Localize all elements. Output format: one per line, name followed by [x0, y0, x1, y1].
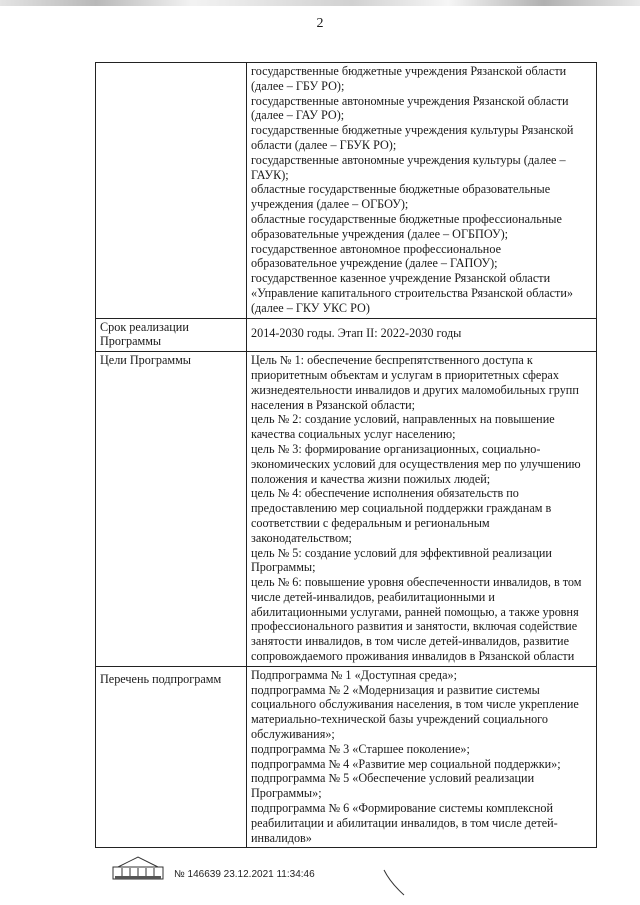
term-value — [247, 318, 597, 352]
text-line: (далее – ГАУ РО); — [251, 108, 345, 123]
text-line: государственное казенное учреждение Рязанской области — [251, 271, 551, 286]
text-line: государственные автономные учреждения Рязанской области — [251, 93, 569, 108]
program-passport-table — [95, 62, 597, 848]
text-line: сопровождаемого проживания инвалидов в Рязанской области — [251, 649, 575, 664]
text-line: образовательное учреждение (далее – ГАПОУ); — [251, 256, 498, 271]
text-line: областные государственные бюджетные профессиональные — [251, 211, 562, 226]
text-line: цель № 3: формирование организационных, социально- — [251, 441, 541, 456]
text-line: законодательством; — [251, 530, 352, 545]
text-line: подпрограмма № 4 «Развитие мер социальной поддержки»; — [251, 756, 561, 771]
pen-mark-stroke — [380, 868, 410, 898]
text-line: приоритетным объектам и услугам в приоритетных сферах — [251, 367, 559, 382]
table-row-institutions — [96, 63, 597, 319]
text-line: государственные автономные учреждения культуры (далее – — [251, 152, 566, 167]
text-line: Программы — [100, 334, 162, 349]
text-line: занятости инвалидов, в том числе детей-инвалидов, развитие — [251, 634, 569, 649]
text-line: экономических условий для осуществления мер по улучшению — [251, 456, 581, 471]
text-line: Цели Программы — [100, 353, 191, 368]
table-row-subprograms — [96, 666, 597, 848]
text-line: качества социальных услуг населению; — [251, 427, 456, 442]
goals-label — [96, 352, 247, 667]
text-line: цель № 6: повышение уровня обеспеченности инвалидов, в том — [251, 575, 582, 590]
text-line: (далее – ГБУ РО); — [251, 78, 345, 93]
text-line: инвалидов» — [251, 830, 312, 845]
text-line: соответствии с федеральным и региональным — [251, 515, 490, 530]
text-line: предоставлению мер социальной поддержки гражданам в — [251, 501, 552, 516]
text-line: жизнедеятельности инвалидов и других маломобильных групп — [251, 382, 579, 397]
text-line: Программы; — [251, 560, 316, 575]
text-line: 2014-2030 годы. Этап II: 2022-2030 годы — [251, 325, 462, 340]
text-line: обслуживания»; — [251, 727, 335, 742]
scan-edge-artifact — [0, 0, 640, 6]
text-line: областные государственные бюджетные образовательные — [251, 182, 551, 197]
text-line: Подпрограмма № 1 «Доступная среда»; — [251, 667, 457, 682]
text-line: подпрограмма № 2 «Модернизация и развитие системы — [251, 682, 540, 697]
text-line: цель № 2: создание условий, направленных на повышение — [251, 412, 555, 427]
text-line: цель № 4: обеспечение исполнения обязательств по — [251, 486, 519, 501]
table-row-term — [96, 318, 597, 352]
text-line: области (далее – ГБУК РО); — [251, 137, 397, 152]
subprograms-label — [96, 666, 247, 848]
text-line: подпрограмма № 5 «Обеспечение условий реализации — [251, 771, 535, 786]
page-number: 2 — [316, 16, 324, 31]
document-registration-number: № 146639 23.12.2021 11:34:46 — [174, 869, 315, 880]
text-line: Перечень подпрограмм — [100, 671, 222, 686]
text-line: населения в Рязанской области; — [251, 397, 416, 412]
text-line: абилитационными услугами, ранней помощью, а также уровня — [251, 604, 579, 619]
document-footer — [112, 851, 412, 891]
text-line: материально-технической базы учреждений социального — [251, 712, 548, 727]
text-line: числе детей-инвалидов, реабилитационными и — [251, 589, 495, 604]
text-line: реабилитации и абилитации инвалидов, в том числе детей- — [251, 815, 558, 830]
text-line: Срок реализации — [100, 319, 189, 334]
text-line: государственное автономное профессиональное — [251, 241, 501, 256]
term-label — [96, 318, 247, 352]
text-line: подпрограмма № 6 «Формирование системы комплексной — [251, 801, 554, 816]
text-line: государственные бюджетные учреждения культуры Рязанской — [251, 123, 574, 138]
table-row-goals — [96, 352, 597, 667]
subprograms-value — [247, 666, 597, 848]
row-label-empty — [96, 63, 247, 319]
text-line: цель № 5: создание условий для эффективной реализации — [251, 545, 552, 560]
text-line: учреждения (далее – ОГБОУ); — [251, 197, 409, 212]
text-line: социального обслуживания населения, в том числе укрепление — [251, 697, 579, 712]
institutions-list — [247, 63, 597, 319]
text-line: Программы»; — [251, 786, 322, 801]
text-line: ГАУК); — [251, 167, 289, 182]
government-building-stamp-icon — [112, 853, 164, 881]
text-line: положения и качества жизни пожилых людей; — [251, 471, 491, 486]
goals-value — [247, 352, 597, 667]
text-line: (далее – ГКУ УКС РО) — [251, 300, 370, 315]
text-line: образовательные учреждения (далее – ОГБПОУ); — [251, 226, 509, 241]
text-line: Цель № 1: обеспечение беспрепятственного доступа к — [251, 353, 533, 368]
text-line: «Управление капитального строительства Рязанской области» — [251, 285, 574, 300]
text-line: профессионального развития и занятости, включая содействие — [251, 619, 578, 634]
text-line: подпрограмма № 3 «Старшее поколение»; — [251, 741, 470, 756]
text-line: государственные бюджетные учреждения Рязанской области — [251, 64, 567, 78]
